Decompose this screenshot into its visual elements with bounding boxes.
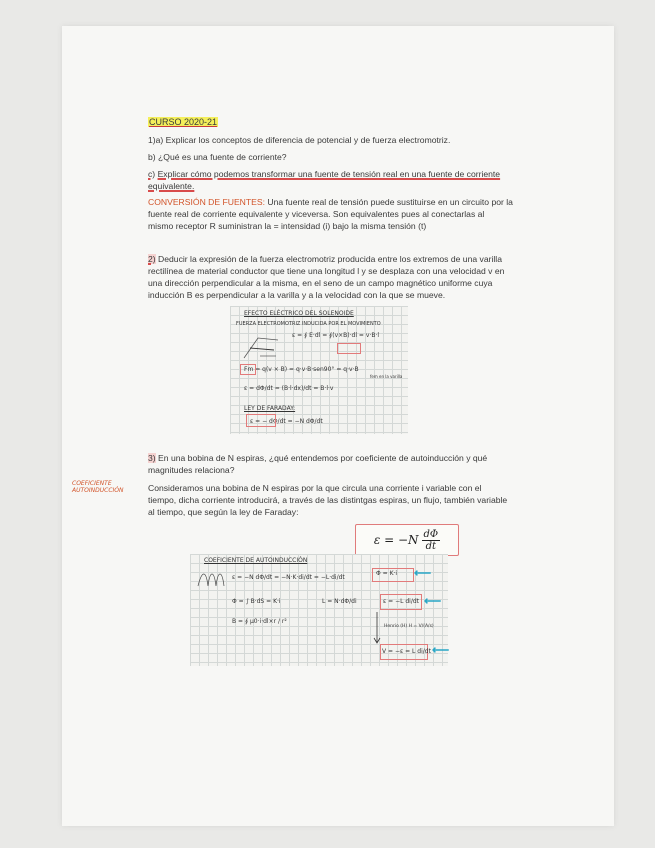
coil-diagram	[194, 566, 228, 592]
conversion-text: Una fuente real de tensión puede sustituirse en un circuito por la	[265, 197, 513, 207]
notes1-subtitle: FUERZA ELECTROMOTRIZ INDUCIDA POR EL MOVIMIENTO	[236, 321, 381, 327]
question-3-label: 3)	[148, 453, 156, 463]
formula-lhs: ε = −N	[373, 533, 419, 547]
arrow-icon: ⟵	[424, 594, 442, 608]
arrow-icon: ⟵	[432, 643, 450, 657]
notes2-eq2: Φ = ∫ B·dS = K·i	[232, 598, 281, 605]
question-1a: 1)a) Explicar los conceptos de diferencia de potencial y de fuerza electromotriz.	[148, 135, 451, 145]
notes1-eq1: ε = ∮ E·dl = ∮(v×B)·dl = v·B·l	[292, 332, 380, 339]
course-title: CURSO 2020-21	[149, 117, 218, 127]
question-1c-label: c)	[148, 169, 156, 179]
question-3-text: En una bobina de N espiras, ¿qué entendemos por coeficiente de autoinducción y qué	[155, 453, 488, 463]
notes1-box-fm	[240, 364, 256, 375]
question-3-line2: magnitudes relaciona?	[148, 465, 235, 475]
question-1c-line1: Explicar cómo podemos transformar una fuente de tensión real en una fuente de corriente	[157, 169, 501, 179]
notes1-eq3: ε = dΦ/dt = (B·l·dx)/dt = B·l·v	[244, 385, 334, 392]
question-1c	[148, 168, 500, 180]
formula-numerator: dΦ	[423, 528, 439, 540]
notes1-box-result	[337, 343, 361, 354]
question-2-line4: inducción B es perpendicular a la varilla y a la velocidad con la que se mueve.	[148, 290, 446, 300]
notes2-henry: Henrio (H) H = V/(A/s)	[384, 624, 434, 629]
formula-fraction	[422, 529, 441, 552]
question-2-line2: rectilínea de material conductor que tiene una longitud l y se desplaza con una velocidad v en	[148, 266, 505, 276]
question-2-line1	[148, 253, 502, 265]
formula-denominator: dt	[425, 540, 437, 552]
down-arrow-icon	[372, 612, 382, 646]
notes1-law: LEY DE FARADAY:	[244, 405, 296, 412]
question-2-label: 2)	[148, 254, 156, 264]
margin-note: COEFICIENTE AUTOINDUCCIÓN	[72, 480, 124, 494]
rod-diagram	[240, 330, 284, 364]
answer-3-line1: Consideramos una bobina de N espiras por la que circula una corriente i variable con el	[148, 483, 482, 493]
question-2-line3: una dirección perpendicular a la misma, en el seno de un campo magnético uniforme cuya	[148, 278, 493, 288]
arrow-icon: ⟵	[414, 566, 432, 580]
faraday-formula	[355, 524, 459, 556]
answer-3-line2: tiempo, dicha corriente introducirá, a través de las distintgas espiras, un flujo, también variable	[148, 495, 508, 505]
notes1-side: fem en la varilla	[370, 374, 403, 379]
notes1-eq2: Fm = q(v × B) = q·v·B·sen90° = q·v·B	[244, 366, 359, 373]
conversion-answer-line2: fuente real de corriente equivalente y viceversa. Son equivalentes pues al conectarlas al	[148, 209, 485, 219]
notes1-box-faraday	[246, 414, 276, 427]
notes2-eq3: B = ∮ μ0·i·dl×r / r²	[232, 618, 287, 625]
notes2-eq1: ε = −N dΦ/dt = −N·K·di/dt = −L·di/dt	[232, 574, 345, 581]
question-3-line1	[148, 452, 487, 464]
notes2-title: COEFICIENTE DE AUTOINDUCCIÓN	[204, 557, 308, 564]
notes2-eq4: L = N·dΦ/di	[322, 598, 357, 605]
answer-3-line3: al tiempo, que según la ley de Faraday:	[148, 507, 299, 517]
conversion-answer-line1	[148, 196, 513, 208]
notes2-box3-text: V = −ε = L di/dt	[382, 648, 431, 655]
conversion-label: CONVERSIÓN DE FUENTES:	[148, 197, 265, 207]
notes2-box2-text: ε = −L di/dt	[383, 598, 420, 605]
conversion-answer-line3: mismo receptor R suministran la = intensidad (i) bajo la misma tensión (t)	[148, 221, 427, 231]
question-1c-line2: equivalente.	[148, 181, 195, 191]
question-1b: b) ¿Qué es una fuente de corriente?	[148, 152, 287, 162]
notes2-box1-text: Φ = K·i	[376, 570, 398, 577]
notes1-eq4: ε = − dΦ/dt = −N dΦ/dt	[250, 418, 323, 425]
notes1-title: EFECTO ELÉCTRICO DEL SOLENOIDE	[244, 310, 354, 317]
question-2-text: Deducir la expresión de la fuerza electromotriz producida entre los extremos de una varilla	[158, 254, 502, 264]
